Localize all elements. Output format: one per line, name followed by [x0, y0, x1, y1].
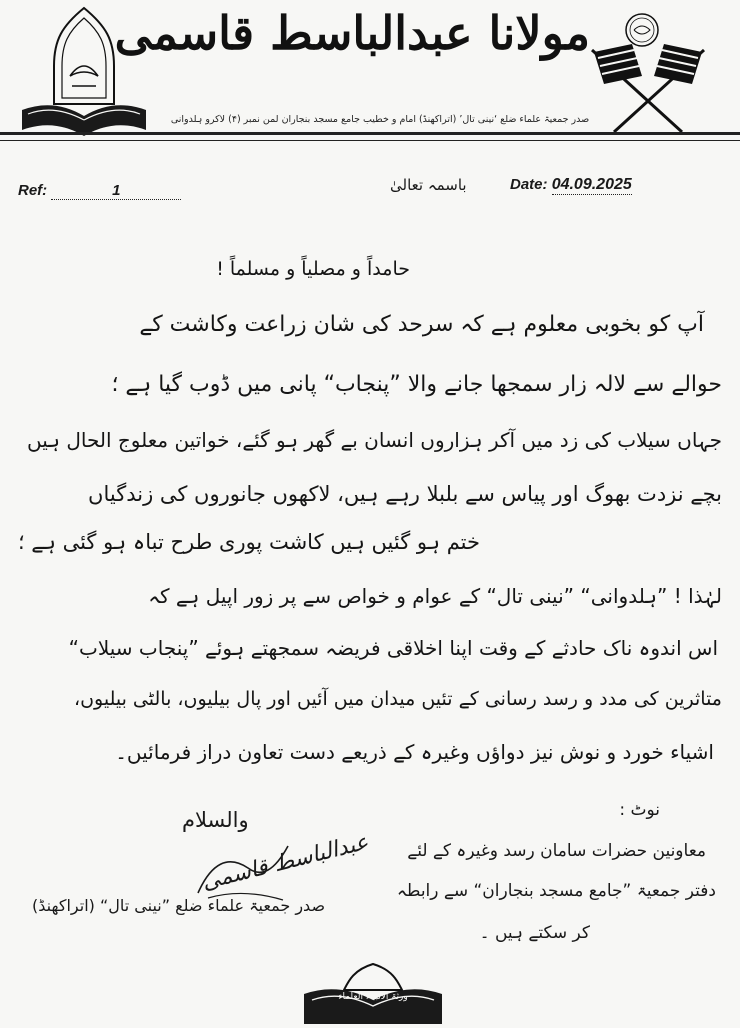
body-line: حوالے سے لالہ زار سمجھا جانے والا ”پنجاب“ پانی میں ڈوب گیا ہے ؛ [111, 372, 722, 397]
heading-bismihi: باسمہ تعالیٰ [390, 176, 467, 194]
note-line: دفتر جمعیۃ ”جامع مسجد بنجاران“ سے رابطہ [396, 881, 716, 901]
signatory-designation: صدر جمعیۃ علماء ضلع ”نینی تال“ (اتراکھنڈ) [32, 896, 326, 915]
letterhead-subtitle: صدر جمعیۃ علماء ضلع ‘نینی تال’ (اتراکھنڈ) امام و خطیب جامع مسجد بنجاران لمن نمبر (۴) لاکرو ہلدوانی [170, 114, 590, 125]
salutation: حامداً و مصلیاً و مسلماً ! [216, 258, 410, 280]
date-field [510, 176, 632, 195]
letterhead-title: مولانا عبدالباسط قاسمی [114, 6, 590, 60]
body-line: بچے نزدت بھوگ اور پیاس سے بلبلا رہے ہیں، لاکھوں جانوروں کی زندگیاں [88, 482, 722, 506]
body-line: متاثرین کی مدد و رسد رسانی کے تئیں میدان میں آئیں اور پال بیلیوں، بالٹی بیلیوں، [73, 688, 722, 710]
note-line: معاونین حضرات سامان رسد وغیرہ کے لئے [407, 841, 706, 861]
body-line: آپ کو بخوبی معلوم ہے کہ سرحد کی شان زراعت وکاشت کے [139, 312, 704, 337]
body-line: اشیاء خورد و نوش نیز دواؤں وغیرہ کے ذریعے دست تعاون دراز فرمائیں۔ [115, 740, 714, 764]
signature: عبدالباسط قاسمی [199, 829, 371, 896]
ref-value: 1 [51, 182, 181, 200]
body-line: اس اندوہ ناک حادثے کے وقت اپنا اخلاقی فریضہ سمجھتے ہوئے ”پنجاب سیلاب“ [68, 636, 718, 660]
ref-field [18, 182, 181, 200]
footer-emblem-text: ورثۃ الانبیاء العلماء [338, 992, 408, 1002]
closing-salam: والسلام [182, 808, 249, 832]
header-rule [0, 132, 740, 135]
body-line: لہٰذا ! ”ہلدوانی“ ”نینی تال“ کے عوام و خواص سے پر زور اپیل ہے کہ [148, 584, 722, 608]
body-line: جہاں سیلاب کی زد میں آکر ہزاروں انسان بے گھر ہو گئے، خواتین معلوج الحال ہیں [27, 428, 722, 452]
note-line: کر سکتے ہیں ۔ [479, 923, 590, 943]
date-value: 04.09.2025 [551, 176, 632, 193]
body-line: ختم ہو گئیں ہیں کاشت پوری طرح تباہ ہو گئی ہے ؛ [17, 530, 480, 554]
note-label: نوٹ : [619, 800, 660, 820]
header-rule-thin [0, 140, 740, 141]
ref-label: Ref: [18, 182, 48, 199]
date-label: Date: [510, 176, 548, 193]
